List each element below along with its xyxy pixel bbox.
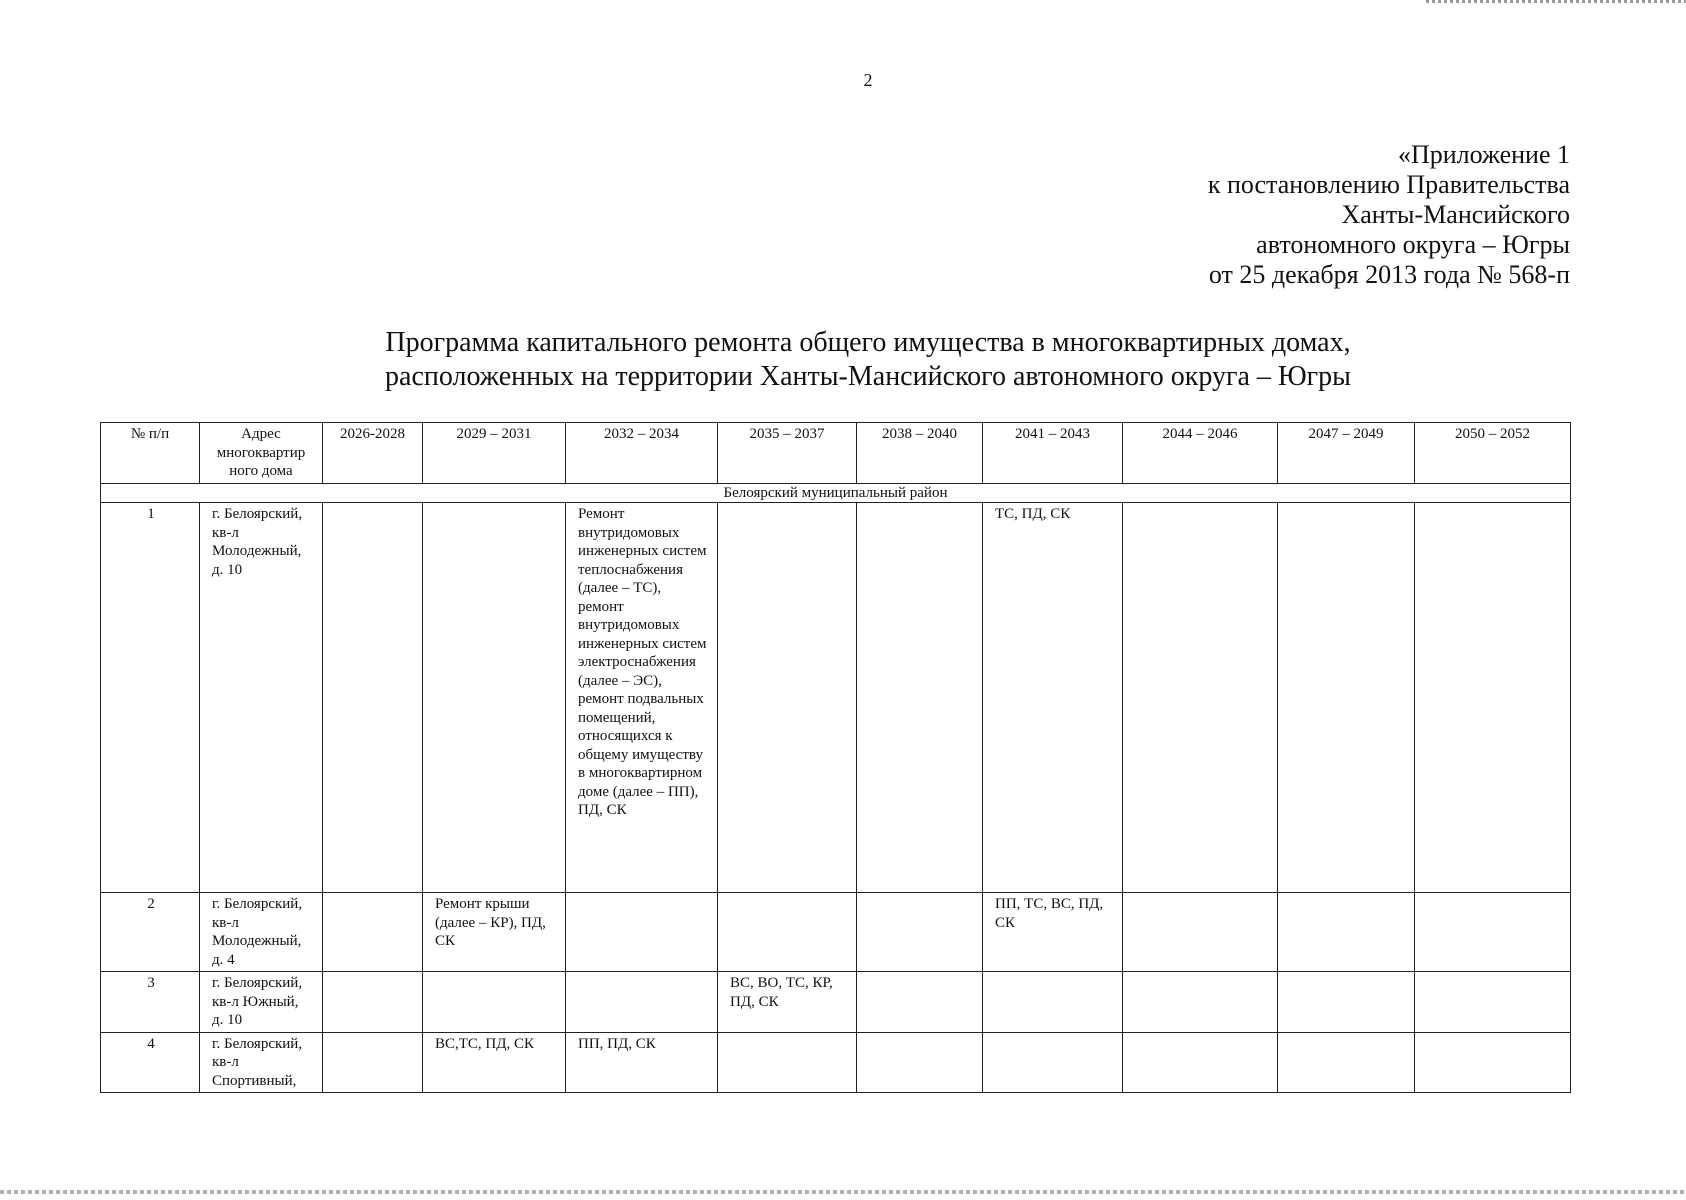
cell-works [1278, 893, 1415, 972]
page-number: 2 [863, 70, 873, 90]
title-line: расположенных на территории Ханты-Мансийского автономного округа – Югры [385, 361, 1351, 392]
cell-works [1278, 972, 1415, 1033]
cell-works [983, 972, 1123, 1033]
cell-works [1415, 1032, 1571, 1093]
header-period: 2038 – 2040 [857, 423, 983, 484]
cell-works [566, 893, 718, 972]
header-period: 2026-2028 [323, 423, 423, 484]
cell-works [323, 1032, 423, 1093]
header-period: 2047 – 2049 [1278, 423, 1415, 484]
appendix-block [1208, 140, 1570, 290]
cell-works: ВС, ВО, ТС, КР, ПД, СК [718, 972, 857, 1033]
cell-works [423, 972, 566, 1033]
table-row [101, 503, 1571, 893]
appendix-line: Ханты-Мансийского [1341, 200, 1570, 229]
cell-works [323, 893, 423, 972]
scan-edge-bottom [0, 1190, 1686, 1194]
cell-works: Ремонт крыши (далее – КР), ПД, СК [423, 893, 566, 972]
appendix-line: к постановлению Правительства [1207, 170, 1570, 199]
cell-works [857, 972, 983, 1033]
document-title [0, 326, 1686, 394]
cell-works [1278, 503, 1415, 893]
cell-works [566, 972, 718, 1033]
cell-works [718, 1032, 857, 1093]
cell-works [1415, 972, 1571, 1033]
region-row [101, 483, 1571, 503]
cell-works [1123, 1032, 1278, 1093]
scan-edge-top [1426, 0, 1686, 3]
cell-works [1123, 972, 1278, 1033]
header-period: 2050 – 2052 [1415, 423, 1571, 484]
table-row [101, 972, 1571, 1033]
cell-works [423, 503, 566, 893]
cell-works [1123, 503, 1278, 893]
table-row [101, 893, 1571, 972]
cell-works [1415, 893, 1571, 972]
cell-works [857, 893, 983, 972]
cell-address: г. Белоярский, кв-л Спортивный, [200, 1032, 323, 1093]
cell-address: г. Белоярский, кв-л Южный, д. 10 [200, 972, 323, 1033]
cell-works [857, 503, 983, 893]
cell-number: 2 [101, 893, 200, 972]
header-period: 2032 – 2034 [566, 423, 718, 484]
cell-works: ТС, ПД, СК [983, 503, 1123, 893]
header-number: № п/п [101, 423, 200, 484]
appendix-line: автономного округа – Югры [1256, 230, 1570, 259]
region-name: Белоярский муниципальный район [101, 483, 1571, 503]
appendix-line: «Приложение 1 [1397, 140, 1570, 169]
table-header-row [101, 423, 1571, 484]
header-address: Адрес многоквартир ного дома [200, 423, 323, 484]
header-period: 2044 – 2046 [1123, 423, 1278, 484]
cell-number: 1 [101, 503, 200, 893]
cell-works [718, 893, 857, 972]
cell-works [1123, 893, 1278, 972]
header-period: 2035 – 2037 [718, 423, 857, 484]
cell-number: 4 [101, 1032, 200, 1093]
cell-works [323, 503, 423, 893]
title-line: Программа капитального ремонта общего имущества в многоквартирных домах, [385, 327, 1351, 358]
cell-address: г. Белоярский, кв-л Молодежный, д. 10 [200, 503, 323, 893]
cell-works: ПП, ТС, ВС, ПД, СК [983, 893, 1123, 972]
header-period: 2041 – 2043 [983, 423, 1123, 484]
appendix-line: от 25 декабря 2013 года № 568-п [1208, 260, 1570, 289]
cell-address: г. Белоярский, кв-л Молодежный, д. 4 [200, 893, 323, 972]
cell-works [857, 1032, 983, 1093]
cell-works [983, 1032, 1123, 1093]
cell-works: ВС,ТС, ПД, СК [423, 1032, 566, 1093]
cell-works [1278, 1032, 1415, 1093]
cell-works [323, 972, 423, 1033]
cell-works [1415, 503, 1571, 893]
table-row [101, 1032, 1571, 1093]
cell-works: ПП, ПД, СК [566, 1032, 718, 1093]
repair-program-table [100, 422, 1571, 1093]
cell-works: Ремонт внутридомовых инженерных систем теплоснабжения (далее – ТС), ремонт внутридомовых инженерных систем электроснабжения (далее – ЭС), ремонт подвальных помещений, относящихся к общему имуществу в многоквартирном доме (далее – ПП), ПД, СК [566, 503, 718, 893]
cell-number: 3 [101, 972, 200, 1033]
header-period: 2029 – 2031 [423, 423, 566, 484]
cell-works [718, 503, 857, 893]
